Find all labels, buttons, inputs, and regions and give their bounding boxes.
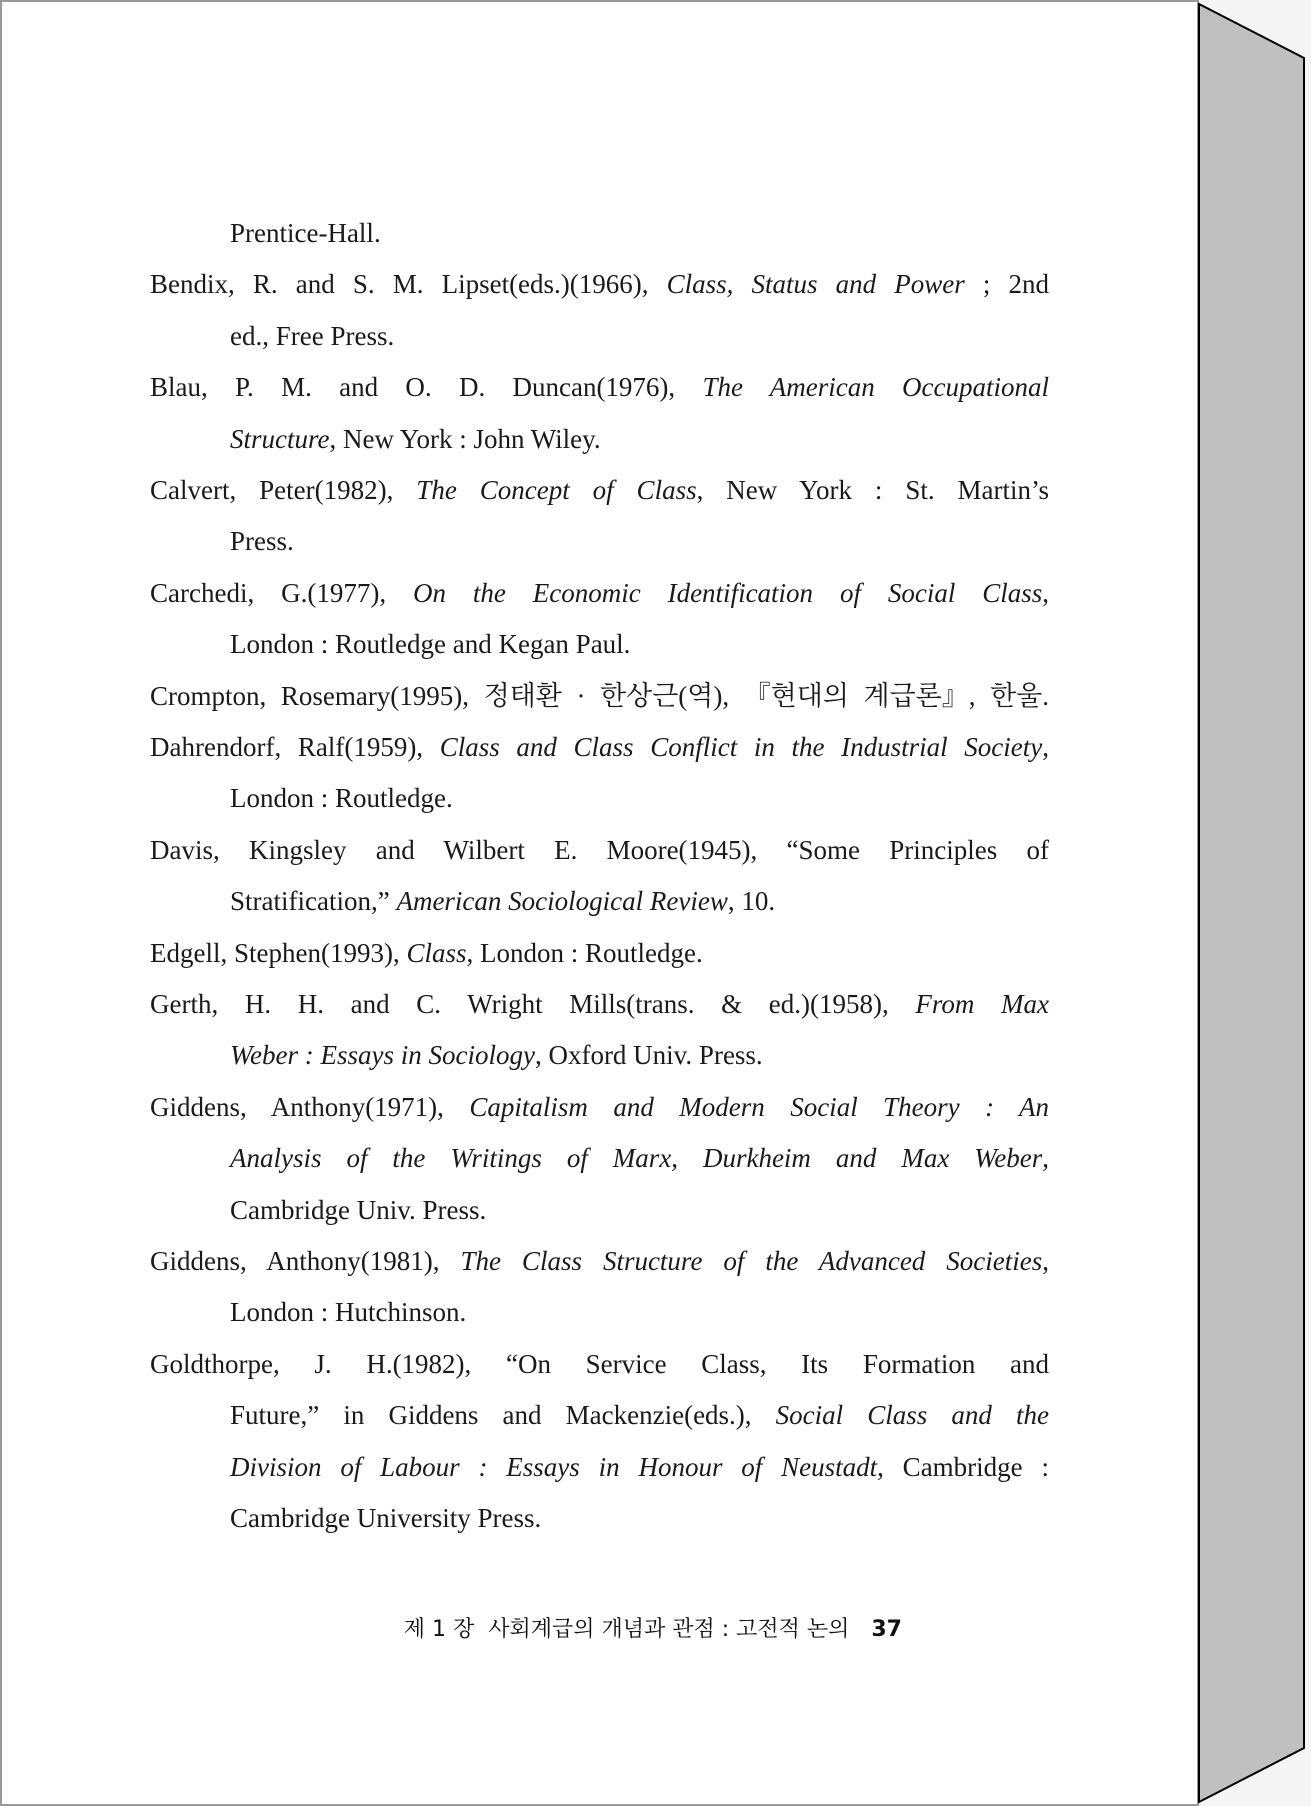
reference-text: Giddens, Anthony(1971),	[150, 1091, 470, 1122]
page-number: 37	[871, 1617, 902, 1642]
reference-text: , New York : St. Martin’s	[696, 475, 1050, 505]
reference-title: Class and Class Conflict in the Industrial Society	[439, 732, 1043, 762]
reference-text: , New York : John Wiley.	[329, 423, 601, 454]
reference-text: London : Routledge.	[230, 783, 453, 814]
reference-title: Structure	[230, 423, 330, 454]
reference-title: The Class Structure of the Advanced Societies	[460, 1246, 1043, 1276]
reference-text: Crompton, Rosemary(1995), 정태환 · 한상근(역), 『현대의 계급론』, 한울.	[150, 680, 1049, 711]
reference-text: Dahrendorf, Ralf(1959),	[150, 732, 440, 762]
reference-text: Giddens, Anthony(1981),	[150, 1246, 461, 1276]
reference-text: , Cambridge :	[877, 1451, 1049, 1482]
reference-text: , 10.	[727, 886, 776, 917]
reference-title: On the Economic Identification of Social Class	[412, 577, 1043, 608]
reference-text: Blau, P. M. and O. D. Duncan(1976),	[150, 372, 703, 403]
reference-title: Class	[406, 937, 467, 968]
reference-text: ,	[1042, 732, 1049, 762]
reference-title: Weber : Essays in Sociology	[230, 1040, 535, 1071]
reference-title: Division of Labour : Essays in Honour of Neustadt	[230, 1451, 878, 1482]
reference-text: , London : Routledge.	[466, 937, 703, 968]
reference-title: The Concept of Class	[416, 475, 697, 505]
reference-title: Social Class and the	[775, 1400, 1050, 1431]
reference-text: London : Routledge and Kegan Paul.	[230, 629, 631, 660]
reference-text: ,	[1042, 577, 1049, 608]
reference-text: ,	[1042, 1246, 1050, 1276]
reference-text: Calvert, Peter(1982),	[150, 475, 417, 505]
reference-title: The American Occupational	[702, 372, 1049, 403]
running-head: 제 1 장 사회계급의 개념과 관점 : 고전적 논의	[403, 1617, 850, 1642]
reference-title: American Sociological Review	[396, 886, 728, 917]
reference-text: London : Hutchinson.	[230, 1297, 467, 1328]
reference-text: Davis, Kingsley and Wilbert E. Moore(1945), “Some Principles of	[150, 834, 1049, 865]
reference-text: Cambridge University Press.	[230, 1503, 542, 1533]
reference-text: Bendix, R. and S. M. Lipset(eds.)(1966),	[150, 269, 667, 300]
reference-text: Stratification,”	[230, 886, 397, 917]
reference-text: ; 2nd	[964, 269, 1049, 300]
reference-title: Analysis of the Writings of Marx, Durkheim and Max Weber	[230, 1143, 1043, 1174]
reference-text: Cambridge Univ. Press.	[230, 1194, 487, 1225]
reference-title: Capitalism and Modern Social Theory : An	[469, 1091, 1050, 1122]
reference-text: Goldthorpe, J. H.(1982), “On Service Class, Its Formation and	[150, 1348, 1049, 1379]
reference-text: ,	[1042, 1143, 1049, 1174]
reference-title: From Max	[915, 989, 1049, 1019]
reference-text: ed., Free Press.	[230, 320, 395, 351]
reference-text: Carchedi, G.(1977),	[150, 577, 413, 608]
reference-text: Future,” in Giddens and Mackenzie(eds.),	[230, 1400, 776, 1431]
reference-text: Gerth, H. H. and C. Wright Mills(trans. & ed.)(1958),	[150, 989, 916, 1019]
reference-text: , Oxford Univ. Press.	[534, 1040, 763, 1071]
reference-text: Prentice-Hall.	[230, 218, 381, 248]
reference-text: Press.	[230, 526, 294, 557]
reference-text: Edgell, Stephen(1993),	[150, 937, 407, 968]
reference-title: Class, Status and Power	[666, 269, 965, 300]
